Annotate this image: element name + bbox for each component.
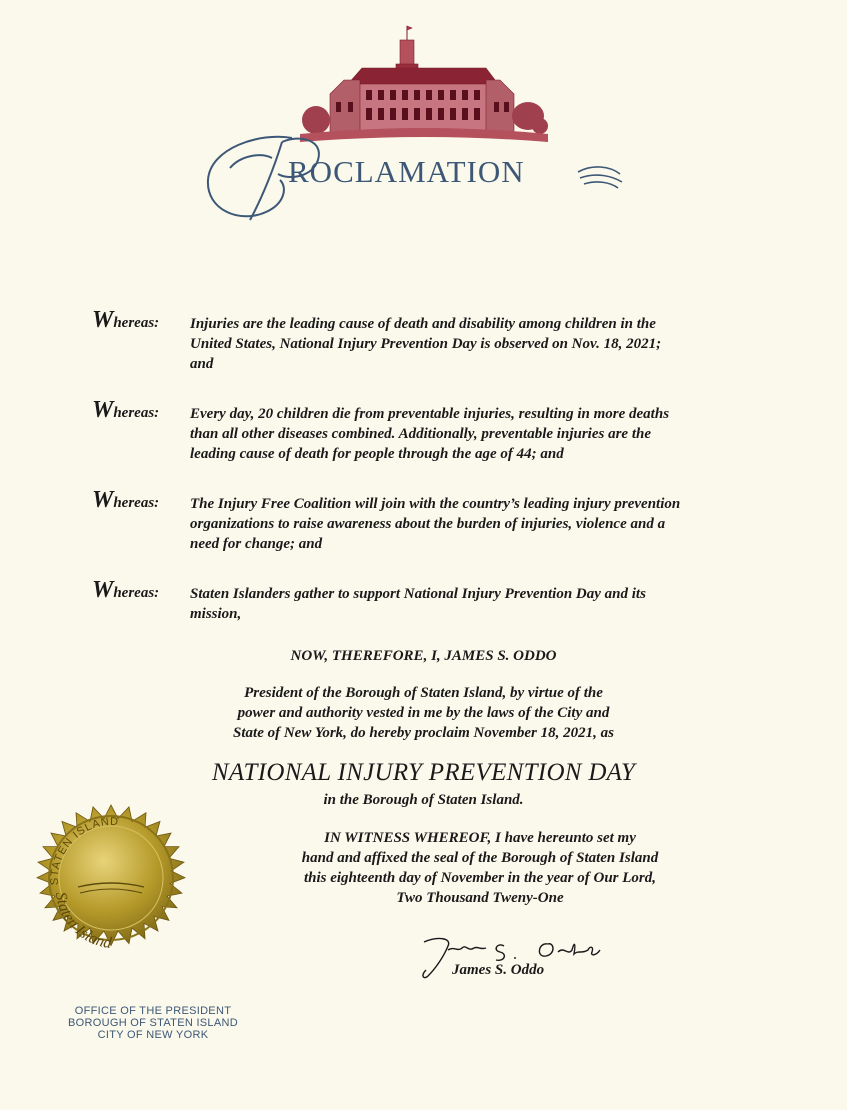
gold-seal-icon [8, 775, 214, 981]
seal-top-text: STATEN ISLAND [48, 815, 120, 886]
office-line: OFFICE OF THE PRESIDENT [74, 1005, 232, 1017]
borough-line: in the Borough of Staten Island. [323, 792, 524, 808]
office-line: CITY OF NEW YORK [97, 1029, 209, 1041]
whereas-label: Whereas: [92, 307, 160, 333]
president-statement: President of the Borough of Staten Island, by virtue of the power and authority vested in me by the laws of the City and State of New York, do hereby proclaim November 18, 2021, as [233, 685, 614, 741]
whereas-text: Staten Islanders gather to support National Injury Prevention Day and its mission, [190, 586, 646, 622]
seal-bottom-text: Staten Island [51, 891, 113, 953]
whereas-label: Whereas: [92, 397, 160, 423]
whereas-text: Injuries are the leading cause of death and disability among children in the United States, National Injury Prevention Day is observed on Nov. 18, 2021; and [190, 316, 662, 372]
whereas-text: Every day, 20 children die from preventable injuries, resulting in more deaths than all other diseases combined. Additionally, preventable injuries are the leading cause of death for people through the age of 44; and [190, 406, 670, 462]
office-line: BOROUGH OF STATEN ISLAND [68, 1017, 238, 1029]
office-footer [56, 1005, 250, 1041]
witness-statement: IN WITNESS WHEREOF, I have hereunto set my hand and affixed the seal of the Borough of Staten Island this eighteenth day of November in the year of Our Lord, Two Thousand Tweny-One [301, 830, 659, 906]
now-therefore-line: NOW, THEREFORE, I, JAMES S. ODDO [290, 648, 557, 664]
title-text: ROCLAMATION [288, 154, 525, 189]
proclamation-title [200, 128, 640, 228]
whereas-label: Whereas: [92, 577, 160, 603]
proclaimed-day-title: NATIONAL INJURY PREVENTION DAY [211, 759, 636, 786]
signatory-name: James S. Oddo [452, 962, 545, 978]
whereas-text: The Injury Free Coalition will join with the country’s leading injury prevention organizations to raise awareness about the burden of injuries, violence and a need for change; and [190, 496, 681, 552]
whereas-label: Whereas: [92, 487, 160, 513]
